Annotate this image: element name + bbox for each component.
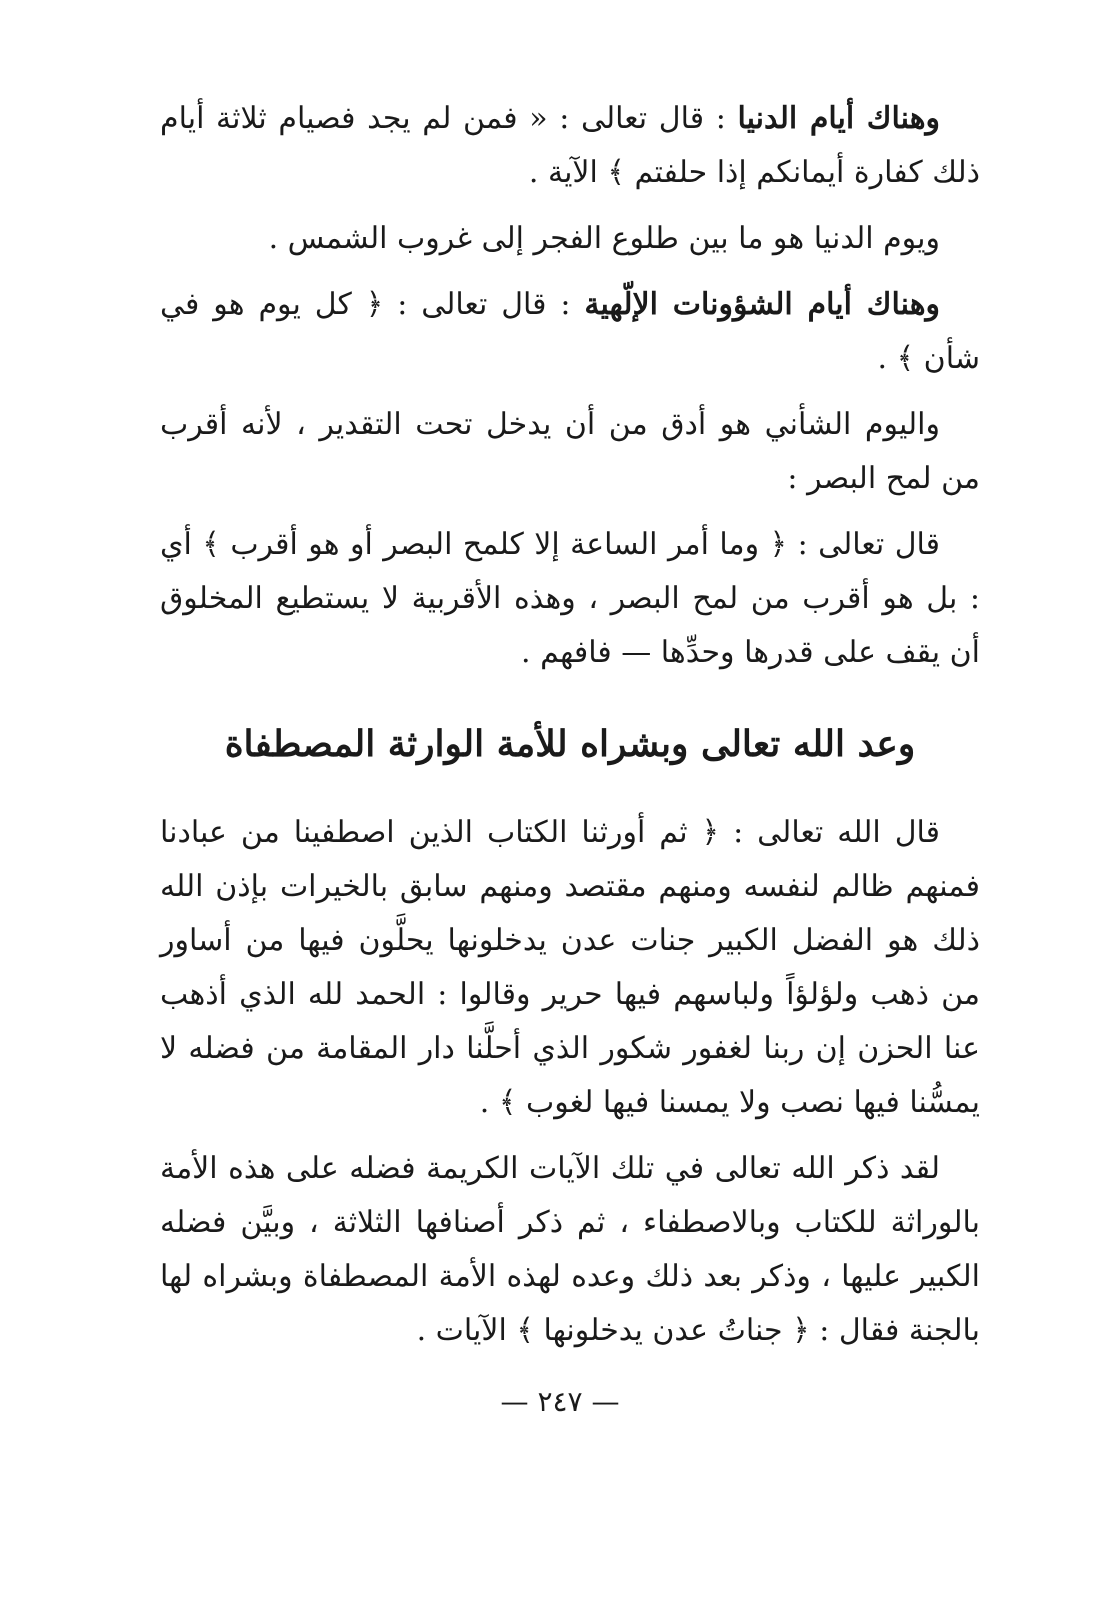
paragraph-text: : قال تعالى : « فمن لم يجد فصيام ثلاثة أيام ذلك كفارة أيمانكم إذا حلفتم ﴾ الآية . (160, 101, 980, 190)
page-number: — ٢٤٧ — (500, 1385, 620, 1418)
paragraph-text: قال الله تعالى : ﴿ ثم أورثنا الكتاب الذين اصطفينا من عبادنا فمنهم ظالم لنفسه ومنهم مقتصد ومنهم سابق بالخيرات بإذن الله ذلك هو الفضل الكبير جنات عدن يدخلونها يحلَّون فيها من أساور من ذهب ولؤلؤاً ولباسهم فيها حرير وقالوا : الحمد لله الذي أذهب عنا الحزن إن ربنا لغفور شكور الذي أحلَّنا دار المقامة من فضله لا يمسُّنا فيها نصب ولا يمسنا فيها لغوب ﴾ . (160, 815, 980, 1120)
section-heading: وعد الله تعالى وبشراه للأمة الوارثة المصطفاة (224, 723, 916, 765)
paragraph-hour-verse (160, 518, 980, 680)
paragraph-text: لقد ذكر الله تعالى في تلك الآيات الكريمة فضله على هذه الأمة بالوراثة للكتاب وبالاصطفاء ، ثم ذكر أصنافها الثلاثة ، وبيَّن فضله الكبير عليها ، وذكر بعد ذلك وعده لهذه الأمة المصطفاة وبشراه لها بالجنة فقال : ﴿ جناتُ عدن يدخلونها ﴾ الآيات . (160, 1151, 980, 1348)
paragraph-text: قال تعالى : ﴿ وما أمر الساعة إلا كلمح البصر أو هو أقرب ﴾ أي : بل هو أقرب من لمح البصر ، وهذه الأقربية لا يستطيع المخلوق أن يقف على قدرها وحدِّها — فافهم . (160, 527, 980, 670)
paragraph-days-of-world (160, 92, 980, 200)
paragraph-inheritance-verse (160, 806, 980, 1130)
paragraph-text: ويوم الدنيا هو ما بين طلوع الفجر إلى غروب الشمس . (268, 221, 940, 256)
paragraph-lead: وهناك أيام الشؤونات الإلّهية (584, 287, 940, 322)
paragraph-lead: وهناك أيام الدنيا (737, 101, 941, 136)
paragraph-text: واليوم الشأني هو أدق من أن يدخل تحت التقدير ، لأنه أقرب من لمح البصر : (160, 407, 980, 496)
paragraph-divine-affairs (160, 278, 980, 386)
paragraph-commentary (160, 1142, 980, 1358)
paragraph-day-definition (160, 212, 980, 266)
page-body (160, 92, 980, 1370)
paragraph-text: : قال تعالى : ﴿ كل يوم هو في شأن ﴾ . (160, 287, 980, 376)
paragraph-affair-day (160, 398, 980, 506)
